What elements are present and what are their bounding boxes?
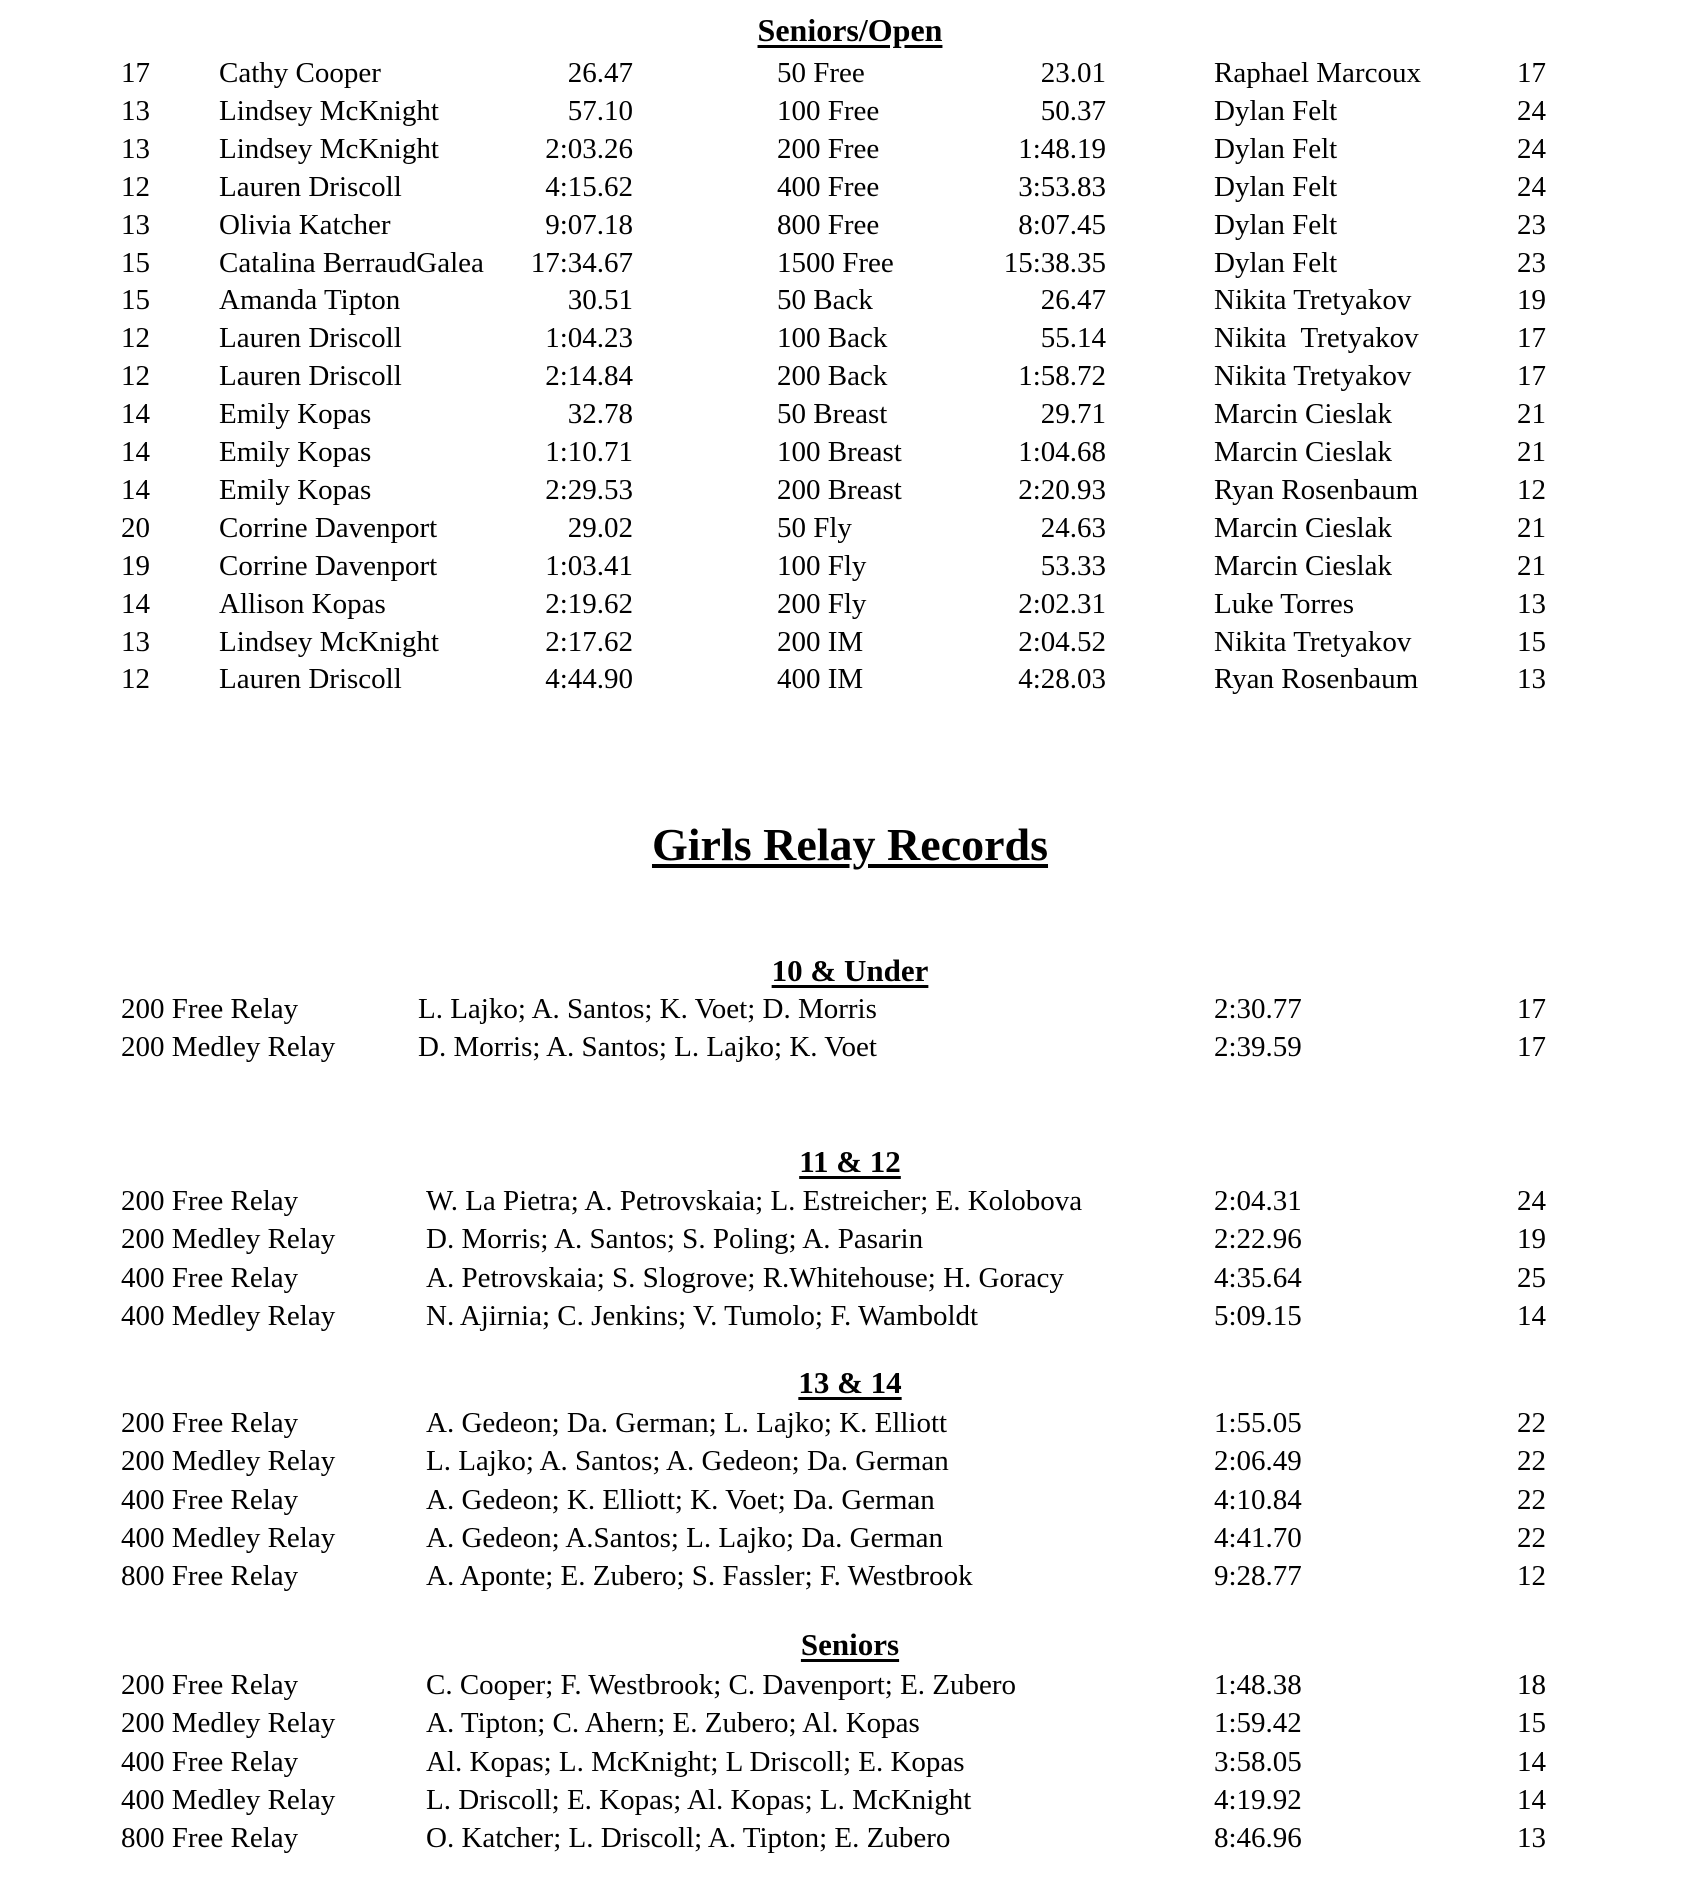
boys-record-year: 23 [1517,246,1546,279]
table-row [0,585,1700,623]
relay-year: 22 [1517,1407,1546,1439]
event-name: 100 Free [777,94,880,127]
relay-row [0,1704,1700,1742]
relay-time: 2:06.49 [1214,1445,1302,1478]
boys-record-holder: Nikita Tretyakov [1214,625,1412,658]
boys-record-time: 3:53.83 [1018,170,1106,203]
relay-year: 18 [1517,1669,1546,1701]
relay-event: 200 Free Relay [121,1407,299,1439]
event-name: 1500 Free [777,246,894,279]
boys-record-holder: Ryan Rosenbaum [1214,473,1419,506]
relay-year: 24 [1517,1185,1546,1217]
boys-record-year: 21 [1517,398,1546,431]
boys-record-year: 24 [1517,132,1546,165]
relay-swimmers: A. Aponte; E. Zubero; S. Fassler; F. Westbrook [426,1560,973,1593]
boys-record-time: 2:04.52 [1018,625,1106,658]
relay-year: 14 [1517,1299,1546,1332]
girls-record-time: 17:34.67 [530,246,633,279]
event-name: 200 Breast [777,473,902,506]
seniors-open-heading: Seniors/Open [757,12,943,48]
event-name: 50 Breast [777,398,888,431]
boys-record-holder: Marcin Cieslak [1214,398,1392,431]
girls-record-time: 4:44.90 [545,663,633,696]
event-name: 50 Back [777,284,873,317]
relay-row [0,1519,1700,1557]
girls-record-time: 2:17.62 [545,625,633,658]
girls-record-time: 4:15.62 [545,170,633,203]
relay-year: 25 [1517,1261,1546,1294]
girls-record-holder: Lauren Driscoll [219,663,402,696]
relay-row [0,1259,1700,1297]
girls-record-time: 2:29.53 [545,473,633,506]
boys-record-year: 13 [1517,587,1546,620]
table-row [0,281,1700,319]
girls-record-year: 13 [121,208,150,241]
boys-record-year: 21 [1517,436,1546,468]
girls-record-year: 19 [121,549,150,582]
girls-record-holder: Corrine Davenport [219,549,438,582]
relay-event: 400 Free Relay [121,1261,299,1294]
girls-record-holder: Cathy Cooper [219,57,381,89]
boys-record-year: 19 [1517,284,1546,317]
relay-swimmers: A. Gedeon; K. Elliott; K. Voet; Da. German [426,1483,935,1516]
boys-record-year: 24 [1517,170,1546,203]
relay-event: 200 Free Relay [121,1669,299,1701]
relay-event: 200 Free Relay [121,1185,299,1217]
relay-row [0,1781,1700,1819]
relay-swimmers: D. Morris; A. Santos; L. Lajko; K. Voet [418,1031,877,1064]
girls-record-year: 13 [121,132,150,165]
event-name: 100 Breast [777,436,902,468]
relay-event: 800 Free Relay [121,1560,299,1593]
girls-record-time: 29.02 [567,511,633,544]
relay-time: 9:28.77 [1214,1560,1302,1593]
boys-record-holder: Dylan Felt [1214,208,1338,241]
relay-time: 4:10.84 [1214,1483,1302,1516]
event-name: 200 Back [777,360,888,393]
relay-row [0,1297,1700,1335]
boys-record-time: 55.14 [1040,322,1106,355]
relay-swimmers: C. Cooper; F. Westbrook; C. Davenport; E. Zubero [426,1669,1017,1701]
relay-time: 4:35.64 [1214,1261,1302,1294]
table-row [0,206,1700,244]
girls-record-year: 12 [121,170,150,203]
relay-event: 400 Medley Relay [121,1299,336,1332]
relay-time: 2:22.96 [1214,1223,1302,1256]
relay-row [0,1028,1700,1066]
relay-year: 22 [1517,1483,1546,1516]
relay-year: 14 [1517,1745,1546,1778]
relay-age-group-heading: 10 & Under [771,953,929,988]
table-row [0,319,1700,357]
relay-time: 1:48.38 [1214,1669,1302,1701]
table-row [0,357,1700,395]
relay-swimmers: W. La Pietra; A. Petrovskaia; L. Estreicher; E. Kolobova [426,1185,1083,1217]
girls-record-year: 13 [121,625,150,658]
girls-record-time: 26.47 [567,57,633,89]
girls-record-time: 1:03.41 [545,549,633,582]
girls-record-time: 9:07.18 [545,208,633,241]
relay-time: 2:39.59 [1214,1031,1302,1064]
relay-year: 22 [1517,1445,1546,1478]
boys-record-holder: Marcin Cieslak [1214,511,1392,544]
boys-record-year: 17 [1517,57,1546,89]
boys-record-year: 23 [1517,208,1546,241]
boys-record-year: 17 [1517,360,1546,393]
boys-record-time: 24.63 [1040,511,1106,544]
girls-record-time: 32.78 [567,398,633,431]
event-name: 100 Back [777,322,888,355]
event-name: 200 Fly [777,587,867,620]
girls-record-holder: Lauren Driscoll [219,360,402,393]
relay-row [0,1819,1700,1857]
relay-age-group-heading: 11 & 12 [799,1144,901,1179]
boys-record-year: 13 [1517,663,1546,696]
girls-record-holder: Amanda Tipton [219,284,401,317]
boys-record-time: 26.47 [1040,284,1106,317]
girls-record-year: 20 [121,511,150,544]
boys-record-holder: Dylan Felt [1214,170,1338,203]
boys-record-time: 4:28.03 [1018,663,1106,696]
relay-swimmers: A. Gedeon; Da. German; L. Lajko; K. Elliott [426,1407,948,1439]
table-row [0,471,1700,509]
relay-swimmers: D. Morris; A. Santos; S. Poling; A. Pasarin [426,1223,924,1256]
boys-record-holder: Dylan Felt [1214,246,1338,279]
boys-record-year: 21 [1517,549,1546,582]
relay-age-group-heading: Seniors [800,1627,900,1662]
boys-record-time: 53.33 [1040,549,1106,582]
girls-record-year: 15 [121,246,150,279]
boys-record-holder: Nikita Tretyakov [1214,322,1419,355]
relay-time: 8:46.96 [1214,1822,1302,1855]
boys-record-time: 50.37 [1040,94,1106,127]
event-name: 100 Fly [777,549,867,582]
table-row [0,547,1700,585]
girls-record-year: 14 [121,398,150,431]
boys-record-year: 24 [1517,94,1546,127]
girls-relay-records-title: Girls Relay Records [651,819,1049,870]
boys-record-holder: Marcin Cieslak [1214,436,1392,468]
relay-year: 19 [1517,1223,1546,1256]
relay-event: 200 Medley Relay [121,1445,336,1478]
table-row [0,130,1700,168]
relay-event: 800 Free Relay [121,1822,299,1855]
boys-record-year: 21 [1517,511,1546,544]
girls-record-year: 15 [121,284,150,317]
girls-record-holder: Lauren Driscoll [219,170,402,203]
boys-record-holder: Dylan Felt [1214,94,1338,127]
relay-time: 5:09.15 [1214,1299,1302,1332]
table-row [0,433,1700,471]
relay-time: 2:30.77 [1214,993,1302,1025]
girls-record-year: 17 [121,57,150,89]
relay-row [0,1220,1700,1258]
relay-event: 400 Medley Relay [121,1783,336,1816]
relay-swimmers: O. Katcher; L. Driscoll; A. Tipton; E. Zubero [426,1822,951,1855]
girls-record-holder: Lindsey McKnight [219,94,439,127]
relay-event: 400 Free Relay [121,1745,299,1778]
boys-record-holder: Nikita Tretyakov [1214,284,1412,317]
relay-row [0,1404,1700,1442]
girls-record-year: 12 [121,322,150,355]
girls-record-holder: Olivia Katcher [219,208,391,241]
boys-record-time: 29.71 [1040,398,1106,431]
event-name: 50 Fly [777,511,852,544]
relay-row [0,1481,1700,1519]
relay-event: 400 Free Relay [121,1483,299,1516]
girls-record-year: 13 [121,94,150,127]
girls-record-holder: Lindsey McKnight [219,625,439,658]
boys-record-time: 23.01 [1040,57,1106,89]
relay-swimmers: A. Tipton; C. Ahern; E. Zubero; Al. Kopas [426,1707,920,1740]
boys-record-time: 2:02.31 [1018,587,1106,620]
girls-record-time: 1:10.71 [545,436,633,468]
event-name: 50 Free [777,57,865,89]
girls-record-year: 12 [121,663,150,696]
relay-event: 200 Medley Relay [121,1707,336,1740]
relay-age-group-heading: 13 & 14 [798,1365,902,1400]
relay-event: 400 Medley Relay [121,1521,336,1554]
relay-time: 4:41.70 [1214,1521,1302,1554]
table-row [0,168,1700,206]
relay-event: 200 Medley Relay [121,1031,336,1064]
relay-swimmers: N. Ajirnia; C. Jenkins; V. Tumolo; F. Wamboldt [426,1299,979,1332]
relay-year: 17 [1517,993,1546,1025]
event-name: 200 Free [777,132,880,165]
event-name: 400 Free [777,170,880,203]
girls-record-holder: Emily Kopas [219,398,372,431]
relay-row [0,1743,1700,1781]
relay-year: 17 [1517,1031,1546,1064]
boys-record-holder: Raphael Marcoux [1214,57,1421,89]
boys-record-year: 12 [1517,473,1546,506]
girls-record-holder: Lindsey McKnight [219,132,439,165]
girls-record-time: 30.51 [567,284,633,317]
girls-record-time: 2:19.62 [545,587,633,620]
girls-record-holder: Emily Kopas [219,473,372,506]
boys-record-time: 1:48.19 [1018,132,1106,165]
boys-record-holder: Dylan Felt [1214,132,1338,165]
relay-year: 14 [1517,1783,1546,1816]
relay-swimmers: A. Petrovskaia; S. Slogrove; R.Whitehouse; H. Goracy [426,1261,1064,1294]
relay-row [0,1442,1700,1480]
girls-record-holder: Lauren Driscoll [219,322,402,355]
relay-time: 1:55.05 [1214,1407,1302,1439]
table-row [0,623,1700,661]
relay-time: 2:04.31 [1214,1185,1302,1217]
table-row [0,395,1700,433]
relay-time: 4:19.92 [1214,1783,1302,1816]
boys-record-holder: Nikita Tretyakov [1214,360,1412,393]
relay-row [0,1666,1700,1704]
relay-time: 1:59.42 [1214,1707,1302,1740]
girls-record-holder: Corrine Davenport [219,511,438,544]
girls-record-year: 14 [121,436,150,468]
relay-year: 12 [1517,1560,1546,1593]
boys-record-holder: Ryan Rosenbaum [1214,663,1419,696]
relay-swimmers: Al. Kopas; L. McKnight; L Driscoll; E. Kopas [426,1745,965,1778]
relay-swimmers: L. Driscoll; E. Kopas; Al. Kopas; L. McKnight [426,1783,972,1816]
girls-record-holder: Emily Kopas [219,436,372,468]
relay-row [0,990,1700,1028]
table-row [0,509,1700,547]
table-row [0,54,1700,92]
relay-row [0,1182,1700,1220]
relay-row [0,1557,1700,1595]
boys-record-holder: Luke Torres [1214,587,1354,620]
boys-record-time: 8:07.45 [1018,208,1106,241]
girls-record-year: 12 [121,360,150,393]
boys-record-holder: Marcin Cieslak [1214,549,1392,582]
girls-record-time: 1:04.23 [545,322,633,355]
relay-year: 15 [1517,1707,1546,1740]
table-row [0,660,1700,698]
boys-record-time: 1:04.68 [1018,436,1106,468]
event-name: 800 Free [777,208,880,241]
girls-record-time: 2:14.84 [545,360,633,393]
girls-record-holder: Catalina BerraudGalea [219,246,484,279]
relay-year: 13 [1517,1822,1546,1855]
relay-time: 3:58.05 [1214,1745,1302,1778]
boys-record-year: 15 [1517,625,1546,658]
relay-year: 22 [1517,1521,1546,1554]
boys-record-year: 17 [1517,322,1546,355]
table-row [0,92,1700,130]
relay-swimmers: A. Gedeon; A.Santos; L. Lajko; Da. German [426,1521,944,1554]
girls-record-holder: Allison Kopas [219,587,386,620]
girls-record-time: 2:03.26 [545,132,633,165]
boys-record-time: 15:38.35 [1003,246,1106,279]
relay-event: 200 Medley Relay [121,1223,336,1256]
girls-record-year: 14 [121,587,150,620]
girls-record-time: 57.10 [567,94,633,127]
boys-record-time: 2:20.93 [1018,473,1106,506]
relay-event: 200 Free Relay [121,993,299,1025]
event-name: 400 IM [777,663,864,696]
boys-record-time: 1:58.72 [1018,360,1106,393]
girls-record-year: 14 [121,473,150,506]
relay-swimmers: L. Lajko; A. Santos; A. Gedeon; Da. German [426,1445,949,1478]
relay-swimmers: L. Lajko; A. Santos; K. Voet; D. Morris [418,993,877,1025]
event-name: 200 IM [777,625,864,658]
table-row [0,244,1700,282]
